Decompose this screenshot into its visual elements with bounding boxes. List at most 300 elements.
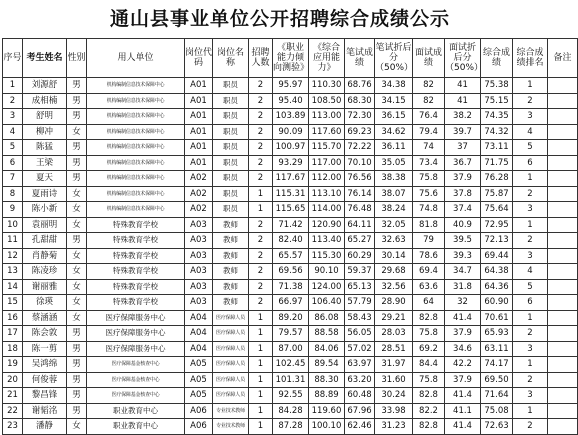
written-score-cell: 60.29 [345,248,375,264]
gender-cell: 男 [67,109,87,125]
interview-weighted-cell: 37.9 [445,171,481,187]
table-row [3,403,578,419]
written-score-cell: 72.30 [345,109,375,125]
table-row [3,310,578,326]
total-score-cell: 64.38 [481,264,513,280]
rank-cell: 6 [513,295,548,311]
name-cell: 何俊蓉 [23,372,67,388]
remark-cell [548,93,578,109]
interview-score-cell: 75.6 [413,186,445,202]
table-row [3,124,578,140]
gender-cell: 男 [67,171,87,187]
interview-score-cell: 82 [413,93,445,109]
written-weighted-cell: 38.07 [375,186,413,202]
written-weighted-cell: 29.21 [375,310,413,326]
written-weighted-cell: 31.60 [375,372,413,388]
results-table [2,38,578,435]
interview-weighted-cell: 39.5 [445,233,481,249]
interview-weighted-cell: 37 [445,140,481,156]
col-header: 面试折后分（50%） [445,39,481,78]
remark-cell [548,264,578,280]
post-name-cell: 职员 [213,93,249,109]
comprehensive-score-cell: 112.00 [309,171,345,187]
col-header: 笔试成绩 [345,39,375,78]
quota-cell: 2 [249,109,273,125]
comprehensive-score-cell: 113.40 [309,233,345,249]
remark-cell [548,372,578,388]
table-row [3,372,578,388]
post-code-cell: A03 [185,217,213,233]
name-cell: 吴鸿绵 [23,357,67,373]
post-code-cell: A03 [185,233,213,249]
header-row [3,39,578,78]
post-name-cell: 职员 [213,109,249,125]
rank-cell: 1 [513,78,548,94]
employer-cell: 机构编制信息技术保障中心 [87,140,185,156]
table-row [3,264,578,280]
written-score-cell: 69.23 [345,124,375,140]
remark-cell [548,202,578,218]
remark-cell [548,233,578,249]
gender-cell: 男 [67,155,87,171]
gender-cell: 男 [67,78,87,94]
total-score-cell: 75.38 [481,78,513,94]
total-score-cell: 65.93 [481,326,513,342]
total-score-cell: 69.44 [481,248,513,264]
comprehensive-score-cell: 110.30 [309,78,345,94]
aptitude-score-cell: 69.56 [273,264,309,280]
col-header: 《职业能力倾向测验》 [273,39,309,78]
name-cell: 陈凌珍 [23,264,67,280]
interview-score-cell: 63.6 [413,279,445,295]
interview-weighted-cell: 38.2 [445,109,481,125]
name-cell: 谢韬洺 [23,403,67,419]
employer-cell: 机构编制信息技术保障中心 [87,78,185,94]
gender-cell: 女 [67,124,87,140]
post-code-cell: A01 [185,93,213,109]
post-code-cell: A02 [185,202,213,218]
aptitude-score-cell: 93.29 [273,155,309,171]
post-name-cell: 职员 [213,140,249,156]
gender-cell: 男 [67,357,87,373]
remark-cell [548,295,578,311]
aptitude-score-cell: 84.28 [273,403,309,419]
quota-cell: 2 [249,217,273,233]
total-score-cell: 71.75 [481,155,513,171]
rank-cell: 4 [513,264,548,280]
post-code-cell: A02 [185,171,213,187]
col-header: 备注 [548,39,578,78]
aptitude-score-cell: 102.45 [273,357,309,373]
written-weighted-cell: 38.38 [375,171,413,187]
seq-cell: 18 [3,341,23,357]
post-code-cell: A01 [185,140,213,156]
quota-cell: 2 [249,279,273,295]
quota-cell: 2 [249,295,273,311]
gender-cell: 男 [67,326,87,342]
col-header: 面试成绩 [413,39,445,78]
post-code-cell: A06 [185,419,213,435]
rank-cell: 5 [513,140,548,156]
interview-score-cell: 69.4 [413,264,445,280]
quota-cell: 2 [249,124,273,140]
seq-cell: 8 [3,186,23,202]
written-score-cell: 65.13 [345,279,375,295]
table-row [3,217,578,233]
rank-cell: 2 [513,419,548,435]
seq-cell: 11 [3,233,23,249]
gender-cell: 女 [67,217,87,233]
gender-cell: 女 [67,202,87,218]
name-cell: 王梁 [23,155,67,171]
written-score-cell: 58.43 [345,310,375,326]
interview-score-cell: 82.8 [413,388,445,404]
rank-cell: 3 [513,388,548,404]
post-name-cell: 医疗保障人员 [213,357,249,373]
table-row [3,186,578,202]
written-weighted-cell: 33.98 [375,403,413,419]
quota-cell: 1 [249,341,273,357]
post-code-cell: A04 [185,341,213,357]
post-code-cell: A05 [185,357,213,373]
seq-cell: 10 [3,217,23,233]
written-weighted-cell: 31.97 [375,357,413,373]
quota-cell: 2 [249,248,273,264]
post-name-cell: 教师 [213,295,249,311]
employer-cell: 机构编制信息技术保障中心 [87,186,185,202]
quota-cell: 1 [249,403,273,419]
seq-cell: 6 [3,155,23,171]
interview-score-cell: 84.4 [413,357,445,373]
post-code-cell: A04 [185,326,213,342]
employer-cell: 机构编制信息技术保障中心 [87,124,185,140]
comprehensive-score-cell: 88.58 [309,326,345,342]
written-weighted-cell: 36.15 [375,109,413,125]
post-code-cell: A01 [185,78,213,94]
rank-cell: 4 [513,124,548,140]
written-weighted-cell: 34.15 [375,93,413,109]
seq-cell: 13 [3,264,23,280]
name-cell: 袁丽明 [23,217,67,233]
interview-score-cell: 75.8 [413,326,445,342]
aptitude-score-cell: 117.67 [273,171,309,187]
remark-cell [548,171,578,187]
total-score-cell: 74.32 [481,124,513,140]
gender-cell: 女 [67,264,87,280]
written-weighted-cell: 31.23 [375,419,413,435]
comprehensive-score-cell: 115.70 [309,140,345,156]
total-score-cell: 76.28 [481,171,513,187]
gender-cell: 男 [67,140,87,156]
interview-weighted-cell: 41.4 [445,419,481,435]
rank-cell: 2 [513,326,548,342]
col-header: 序号 [3,39,23,78]
post-name-cell: 专业技术教师 [213,419,249,435]
written-weighted-cell: 30.14 [375,248,413,264]
remark-cell [548,279,578,295]
aptitude-score-cell: 90.09 [273,124,309,140]
total-score-cell: 63.11 [481,341,513,357]
interview-score-cell: 78.6 [413,248,445,264]
remark-cell [548,78,578,94]
written-score-cell: 57.02 [345,341,375,357]
post-code-cell: A01 [185,109,213,125]
interview-score-cell: 82.2 [413,403,445,419]
interview-score-cell: 79 [413,233,445,249]
rank-cell: 1 [513,217,548,233]
aptitude-score-cell: 103.89 [273,109,309,125]
employer-cell: 机构编制信息技术保障中心 [87,202,185,218]
quota-cell: 2 [249,233,273,249]
comprehensive-score-cell: 88.89 [309,388,345,404]
interview-score-cell: 82.8 [413,419,445,435]
total-score-cell: 74.17 [481,357,513,373]
interview-weighted-cell: 36.7 [445,155,481,171]
interview-weighted-cell: 41.4 [445,310,481,326]
interview-weighted-cell: 42.2 [445,357,481,373]
quota-cell: 1 [249,186,273,202]
written-weighted-cell: 30.24 [375,388,413,404]
comprehensive-score-cell: 115.30 [309,248,345,264]
comprehensive-score-cell: 120.90 [309,217,345,233]
interview-weighted-cell: 34.6 [445,341,481,357]
aptitude-score-cell: 71.38 [273,279,309,295]
interview-score-cell: 82 [413,78,445,94]
interview-score-cell: 73.4 [413,155,445,171]
gender-cell: 男 [67,388,87,404]
written-score-cell: 57.79 [345,295,375,311]
interview-weighted-cell: 40.9 [445,217,481,233]
name-cell: 陈猛 [23,140,67,156]
gender-cell: 女 [67,310,87,326]
employer-cell: 医疗保障基金核查中心 [87,372,185,388]
written-score-cell: 68.30 [345,93,375,109]
remark-cell [548,341,578,357]
seq-cell: 7 [3,171,23,187]
post-name-cell: 职员 [213,186,249,202]
quota-cell: 2 [249,78,273,94]
interview-weighted-cell: 37.9 [445,326,481,342]
written-weighted-cell: 28.51 [375,341,413,357]
employer-cell: 特殊教育学校 [87,264,185,280]
quota-cell: 1 [249,419,273,435]
gender-cell: 男 [67,372,87,388]
comprehensive-score-cell: 88.30 [309,372,345,388]
interview-score-cell: 74.8 [413,202,445,218]
interview-weighted-cell: 39.7 [445,124,481,140]
total-score-cell: 72.63 [481,419,513,435]
col-header: 考生姓名 [23,39,67,78]
rank-cell: 3 [513,109,548,125]
post-name-cell: 职员 [213,171,249,187]
interview-weighted-cell: 32 [445,295,481,311]
employer-cell: 机构编制信息技术保障中心 [87,93,185,109]
employer-cell: 医疗保障基金核查中心 [87,357,185,373]
remark-cell [548,388,578,404]
written-score-cell: 67.96 [345,403,375,419]
gender-cell: 女 [67,279,87,295]
name-cell: 刘源舒 [23,78,67,94]
post-code-cell: A03 [185,295,213,311]
remark-cell [548,124,578,140]
post-name-cell: 专业技术教师 [213,403,249,419]
post-name-cell: 教师 [213,279,249,295]
total-score-cell: 75.08 [481,403,513,419]
written-weighted-cell: 34.62 [375,124,413,140]
employer-cell: 医疗保障服务中心 [87,341,185,357]
written-score-cell: 76.14 [345,186,375,202]
remark-cell [548,109,578,125]
seq-cell: 12 [3,248,23,264]
name-cell: 夏天 [23,171,67,187]
gender-cell: 男 [67,403,87,419]
rank-cell: 6 [513,155,548,171]
written-score-cell: 65.27 [345,233,375,249]
post-name-cell: 教师 [213,248,249,264]
written-score-cell: 68.76 [345,78,375,94]
remark-cell [548,155,578,171]
written-weighted-cell: 32.63 [375,233,413,249]
quota-cell: 2 [249,93,273,109]
interview-score-cell: 69.2 [413,341,445,357]
aptitude-score-cell: 92.55 [273,388,309,404]
remark-cell [548,248,578,264]
seq-cell: 2 [3,93,23,109]
post-name-cell: 职员 [213,202,249,218]
remark-cell [548,326,578,342]
employer-cell: 机构编制信息技术保障中心 [87,171,185,187]
employer-cell: 特殊教育学校 [87,279,185,295]
remark-cell [548,403,578,419]
gender-cell: 男 [67,233,87,249]
comprehensive-score-cell: 113.00 [309,109,345,125]
table-row [3,171,578,187]
aptitude-score-cell: 87.28 [273,419,309,435]
name-cell: 舒明 [23,109,67,125]
interview-weighted-cell: 37.4 [445,202,481,218]
comprehensive-score-cell: 124.00 [309,279,345,295]
written-weighted-cell: 35.05 [375,155,413,171]
post-code-cell: A01 [185,124,213,140]
quota-cell: 2 [249,264,273,280]
rank-cell: 2 [513,233,548,249]
seq-cell: 1 [3,78,23,94]
seq-cell: 14 [3,279,23,295]
table-row [3,341,578,357]
written-score-cell: 76.56 [345,171,375,187]
seq-cell: 5 [3,140,23,156]
total-score-cell: 74.35 [481,109,513,125]
rank-cell: 2 [513,372,548,388]
aptitude-score-cell: 71.42 [273,217,309,233]
interview-score-cell: 81.8 [413,217,445,233]
name-cell: 肖静菊 [23,248,67,264]
quota-cell: 1 [249,310,273,326]
written-score-cell: 64.11 [345,217,375,233]
gender-cell: 女 [67,248,87,264]
table-row [3,279,578,295]
interview-weighted-cell: 34.7 [445,264,481,280]
post-name-cell: 教师 [213,217,249,233]
post-name-cell: 教师 [213,264,249,280]
written-score-cell: 60.48 [345,388,375,404]
table-row [3,155,578,171]
table-row [3,93,578,109]
rank-cell: 1 [513,171,548,187]
total-score-cell: 60.90 [481,295,513,311]
written-weighted-cell: 34.38 [375,78,413,94]
quota-cell: 2 [249,171,273,187]
table-row [3,326,578,342]
rank-cell: 3 [513,341,548,357]
written-weighted-cell: 32.05 [375,217,413,233]
total-score-cell: 72.95 [481,217,513,233]
name-cell: 谢丽雅 [23,279,67,295]
employer-cell: 特殊教育学校 [87,295,185,311]
post-code-cell: A05 [185,388,213,404]
gender-cell: 男 [67,93,87,109]
col-header: 岗位名称 [213,39,249,78]
name-cell: 柳冲 [23,124,67,140]
employer-cell: 职业教育中心 [87,403,185,419]
seq-cell: 4 [3,124,23,140]
written-weighted-cell: 36.11 [375,140,413,156]
quota-cell: 2 [249,140,273,156]
table-body [3,78,578,435]
comprehensive-score-cell: 89.54 [309,357,345,373]
comprehensive-score-cell: 117.00 [309,155,345,171]
aptitude-score-cell: 79.57 [273,326,309,342]
interview-weighted-cell: 31.8 [445,279,481,295]
quota-cell: 1 [249,357,273,373]
col-header: 岗位代码 [185,39,213,78]
employer-cell: 特殊教育学校 [87,248,185,264]
interview-score-cell: 75.8 [413,171,445,187]
employer-cell: 医疗保障服务中心 [87,326,185,342]
comprehensive-score-cell: 106.40 [309,295,345,311]
post-name-cell: 医疗保障人员 [213,310,249,326]
interview-weighted-cell: 41 [445,78,481,94]
interview-weighted-cell: 41 [445,93,481,109]
remark-cell [548,217,578,233]
interview-score-cell: 75.8 [413,372,445,388]
col-header: 招聘人数 [249,39,273,78]
table-row [3,248,578,264]
seq-cell: 23 [3,419,23,435]
written-score-cell: 72.22 [345,140,375,156]
comprehensive-score-cell: 86.08 [309,310,345,326]
post-name-cell: 教师 [213,233,249,249]
comprehensive-score-cell: 100.10 [309,419,345,435]
remark-cell [548,357,578,373]
comprehensive-score-cell: 114.00 [309,202,345,218]
table-row [3,78,578,94]
written-score-cell: 70.10 [345,155,375,171]
name-cell: 夏雨诗 [23,186,67,202]
seq-cell: 3 [3,109,23,125]
name-cell: 潘静 [23,419,67,435]
table-row [3,140,578,156]
gender-cell: 男 [67,341,87,357]
aptitude-score-cell: 115.31 [273,186,309,202]
post-code-cell: A05 [185,372,213,388]
seq-cell: 17 [3,326,23,342]
post-code-cell: A02 [185,186,213,202]
page-title: 通山县事业单位公开招聘综合成绩公示 [109,8,450,30]
total-score-cell: 75.15 [481,93,513,109]
name-cell: 陈一剪 [23,341,67,357]
interview-score-cell: 82.8 [413,310,445,326]
